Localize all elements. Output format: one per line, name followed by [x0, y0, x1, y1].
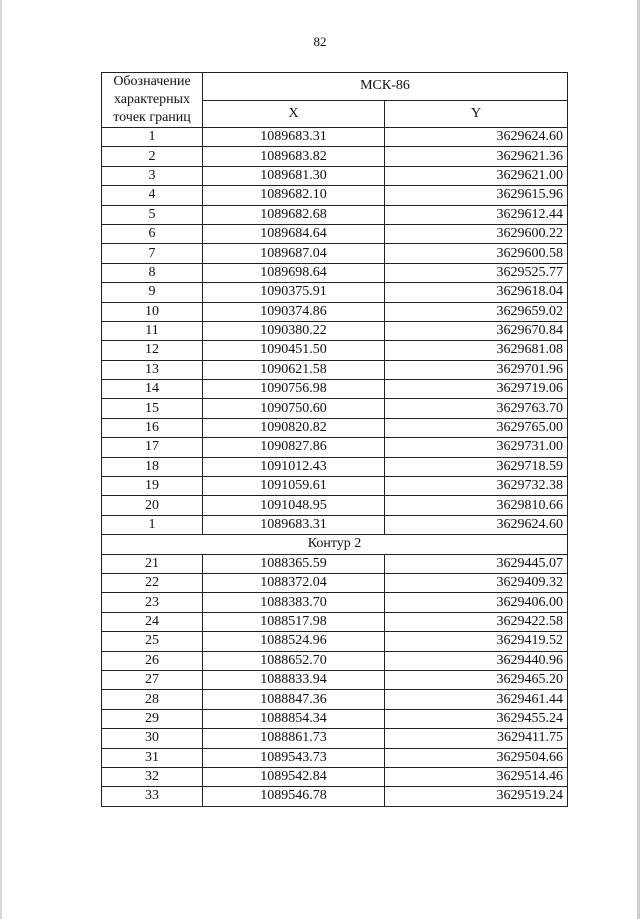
table-row — [102, 263, 568, 282]
table-row — [102, 244, 568, 263]
table-row — [102, 380, 568, 399]
y-coordinate: 3629731.00 — [385, 438, 568, 457]
table-row — [102, 186, 568, 205]
x-coordinate: 1089682.10 — [203, 186, 385, 205]
x-coordinate: 1089681.30 — [203, 166, 385, 185]
y-coordinate: 3629810.66 — [385, 496, 568, 515]
table-row — [102, 651, 568, 670]
x-coordinate: 1090451.50 — [203, 341, 385, 360]
point-number: 10 — [102, 302, 203, 321]
y-coordinate: 3629624.60 — [385, 128, 568, 147]
y-coordinate: 3629615.96 — [385, 186, 568, 205]
point-number: 27 — [102, 670, 203, 689]
x-coordinate: 1088365.59 — [203, 554, 385, 573]
point-number: 6 — [102, 224, 203, 243]
y-coordinate: 3629519.24 — [385, 787, 568, 806]
y-coordinate: 3629461.44 — [385, 690, 568, 709]
coordinate-system-header: МСК-86 — [203, 73, 568, 101]
y-coordinate: 3629763.70 — [385, 399, 568, 418]
table-row — [102, 515, 568, 534]
table-row — [102, 767, 568, 786]
y-coordinate: 3629440.96 — [385, 651, 568, 670]
point-number: 11 — [102, 321, 203, 340]
contour-2-label: Контур 2 — [102, 535, 568, 554]
point-number: 1 — [102, 515, 203, 534]
table-row — [102, 748, 568, 767]
y-coordinate: 3629445.07 — [385, 554, 568, 573]
x-coordinate: 1090827.86 — [203, 438, 385, 457]
point-number: 13 — [102, 360, 203, 379]
x-coordinate: 1088372.04 — [203, 573, 385, 592]
contour-1-rows — [102, 128, 568, 535]
point-number: 7 — [102, 244, 203, 263]
table-row — [102, 496, 568, 515]
x-coordinate: 1090374.86 — [203, 302, 385, 321]
point-number: 20 — [102, 496, 203, 515]
x-coordinate: 1089687.04 — [203, 244, 385, 263]
point-number: 30 — [102, 729, 203, 748]
table-row — [102, 302, 568, 321]
x-coordinate: 1089684.64 — [203, 224, 385, 243]
y-coordinate: 3629719.06 — [385, 380, 568, 399]
y-coordinate: 3629618.04 — [385, 283, 568, 302]
y-coordinate: 3629455.24 — [385, 709, 568, 728]
x-coordinate: 1089683.31 — [203, 128, 385, 147]
point-number: 33 — [102, 787, 203, 806]
table-row — [102, 477, 568, 496]
table-row — [102, 612, 568, 631]
x-coordinate: 1091048.95 — [203, 496, 385, 515]
point-number: 5 — [102, 205, 203, 224]
y-coordinate: 3629411.75 — [385, 729, 568, 748]
point-number: 23 — [102, 593, 203, 612]
table-row — [102, 709, 568, 728]
y-coordinate: 3629409.32 — [385, 573, 568, 592]
table-row — [102, 341, 568, 360]
page-number: 82 — [313, 34, 327, 49]
table-row — [102, 418, 568, 437]
y-coordinate: 3629732.38 — [385, 477, 568, 496]
table-row — [102, 224, 568, 243]
point-number: 21 — [102, 554, 203, 573]
table-row — [102, 573, 568, 592]
x-coordinate: 1088383.70 — [203, 593, 385, 612]
y-column-header: Y — [385, 100, 568, 128]
y-coordinate: 3629765.00 — [385, 418, 568, 437]
y-coordinate: 3629621.36 — [385, 147, 568, 166]
x-coordinate: 1088861.73 — [203, 729, 385, 748]
point-number: 16 — [102, 418, 203, 437]
y-coordinate: 3629514.46 — [385, 767, 568, 786]
x-coordinate: 1090750.60 — [203, 399, 385, 418]
table-row — [102, 321, 568, 340]
table-header — [102, 73, 568, 128]
table-row — [102, 787, 568, 806]
x-coordinate: 1089683.82 — [203, 147, 385, 166]
y-coordinate: 3629600.22 — [385, 224, 568, 243]
x-column-header: X — [203, 100, 385, 128]
y-coordinate: 3629670.84 — [385, 321, 568, 340]
point-number: 18 — [102, 457, 203, 476]
point-designation-header: Обозначение характерных точек границ — [102, 73, 203, 128]
point-number: 24 — [102, 612, 203, 631]
point-number: 28 — [102, 690, 203, 709]
y-coordinate: 3629624.60 — [385, 515, 568, 534]
x-coordinate: 1090621.58 — [203, 360, 385, 379]
point-number: 12 — [102, 341, 203, 360]
y-coordinate: 3629525.77 — [385, 263, 568, 282]
point-number: 29 — [102, 709, 203, 728]
point-number: 15 — [102, 399, 203, 418]
x-coordinate: 1090820.82 — [203, 418, 385, 437]
point-number: 19 — [102, 477, 203, 496]
contour-2-rows — [102, 554, 568, 806]
y-coordinate: 3629600.58 — [385, 244, 568, 263]
x-coordinate: 1089683.31 — [203, 515, 385, 534]
x-coordinate: 1090756.98 — [203, 380, 385, 399]
x-coordinate: 1091012.43 — [203, 457, 385, 476]
x-coordinate: 1091059.61 — [203, 477, 385, 496]
table-row — [102, 554, 568, 573]
contour-2-heading-row — [102, 535, 568, 554]
y-coordinate: 3629465.20 — [385, 670, 568, 689]
x-coordinate: 1088854.34 — [203, 709, 385, 728]
table-row — [102, 729, 568, 748]
table-row — [102, 147, 568, 166]
x-coordinate: 1089698.64 — [203, 263, 385, 282]
contour-2-heading-group — [102, 535, 568, 554]
table-row — [102, 593, 568, 612]
header-row-1 — [102, 73, 568, 101]
point-number: 4 — [102, 186, 203, 205]
table-row — [102, 670, 568, 689]
point-number: 31 — [102, 748, 203, 767]
x-coordinate: 1088847.36 — [203, 690, 385, 709]
x-coordinate: 1088652.70 — [203, 651, 385, 670]
y-coordinate: 3629419.52 — [385, 632, 568, 651]
table-row — [102, 632, 568, 651]
y-coordinate: 3629612.44 — [385, 205, 568, 224]
table-row — [102, 283, 568, 302]
y-coordinate: 3629406.00 — [385, 593, 568, 612]
x-coordinate: 1089546.78 — [203, 787, 385, 806]
point-number: 8 — [102, 263, 203, 282]
point-number: 26 — [102, 651, 203, 670]
table-row — [102, 166, 568, 185]
y-coordinate: 3629681.08 — [385, 341, 568, 360]
y-coordinate: 3629659.02 — [385, 302, 568, 321]
table-row — [102, 399, 568, 418]
scan-edge-left — [0, 0, 2, 919]
table-row — [102, 438, 568, 457]
x-coordinate: 1089542.84 — [203, 767, 385, 786]
y-coordinate: 3629718.59 — [385, 457, 568, 476]
x-coordinate: 1090380.22 — [203, 321, 385, 340]
x-coordinate: 1088833.94 — [203, 670, 385, 689]
table-row — [102, 205, 568, 224]
point-number: 9 — [102, 283, 203, 302]
y-coordinate: 3629422.58 — [385, 612, 568, 631]
x-coordinate: 1090375.91 — [203, 283, 385, 302]
table-row — [102, 457, 568, 476]
point-number: 32 — [102, 767, 203, 786]
x-coordinate: 1089543.73 — [203, 748, 385, 767]
point-number: 1 — [102, 128, 203, 147]
x-coordinate: 1089682.68 — [203, 205, 385, 224]
x-coordinate: 1088524.96 — [203, 632, 385, 651]
x-coordinate: 1088517.98 — [203, 612, 385, 631]
point-number: 22 — [102, 573, 203, 592]
point-number: 3 — [102, 166, 203, 185]
table-row — [102, 128, 568, 147]
point-number: 2 — [102, 147, 203, 166]
y-coordinate: 3629701.96 — [385, 360, 568, 379]
point-number: 25 — [102, 632, 203, 651]
y-coordinate: 3629504.66 — [385, 748, 568, 767]
point-number: 14 — [102, 380, 203, 399]
table-row — [102, 690, 568, 709]
table-row — [102, 360, 568, 379]
coordinates-table — [101, 72, 568, 807]
point-number: 17 — [102, 438, 203, 457]
y-coordinate: 3629621.00 — [385, 166, 568, 185]
